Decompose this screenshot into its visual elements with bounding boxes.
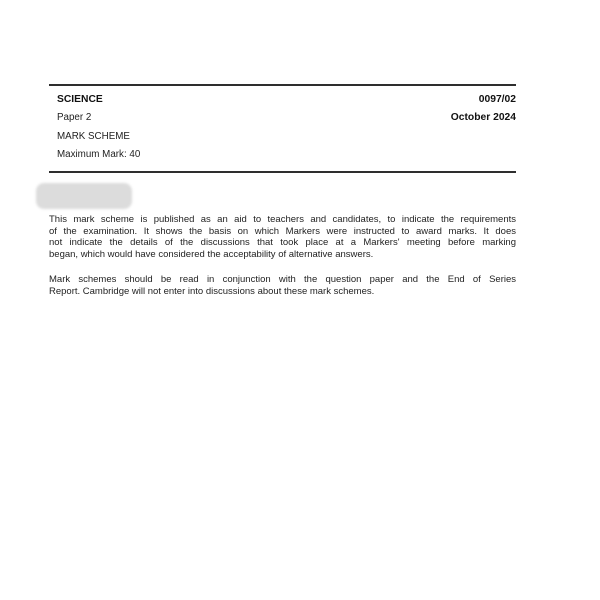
- paragraph-line: This mark scheme is published as an aid to teachers and candidates, to indicate the requirements: [49, 213, 516, 225]
- subject-title: SCIENCE: [57, 94, 103, 105]
- header-bottom-rule: [49, 171, 516, 173]
- paragraph-line: Mark schemes should be read in conjunction with the question paper and the End of Series: [49, 274, 516, 286]
- disclaimer-paragraph-2: [49, 274, 516, 297]
- paper-code: 0097/02: [478, 94, 516, 105]
- redacted-logo: [36, 183, 132, 209]
- paragraph-line: began, which would have considered the acceptability of alternative answers.: [49, 248, 374, 260]
- paragraph-line: Report. Cambridge will not enter into discussions about these mark schemes.: [49, 285, 375, 297]
- header-top-rule: [49, 84, 516, 86]
- paper-label: Paper 2: [57, 112, 92, 124]
- paragraph-line: not indicate the details of the discussions that took place at a Markers' meeting before marking: [49, 237, 516, 249]
- document-type-label: MARK SCHEME: [57, 130, 130, 142]
- maximum-mark-label: Maximum Mark: 40: [57, 148, 141, 160]
- disclaimer-paragraph-1: [49, 214, 516, 261]
- exam-session: October 2024: [450, 112, 516, 124]
- paragraph-line: of the examination. It shows the basis on which Markers were instructed to award marks. It does: [49, 225, 516, 237]
